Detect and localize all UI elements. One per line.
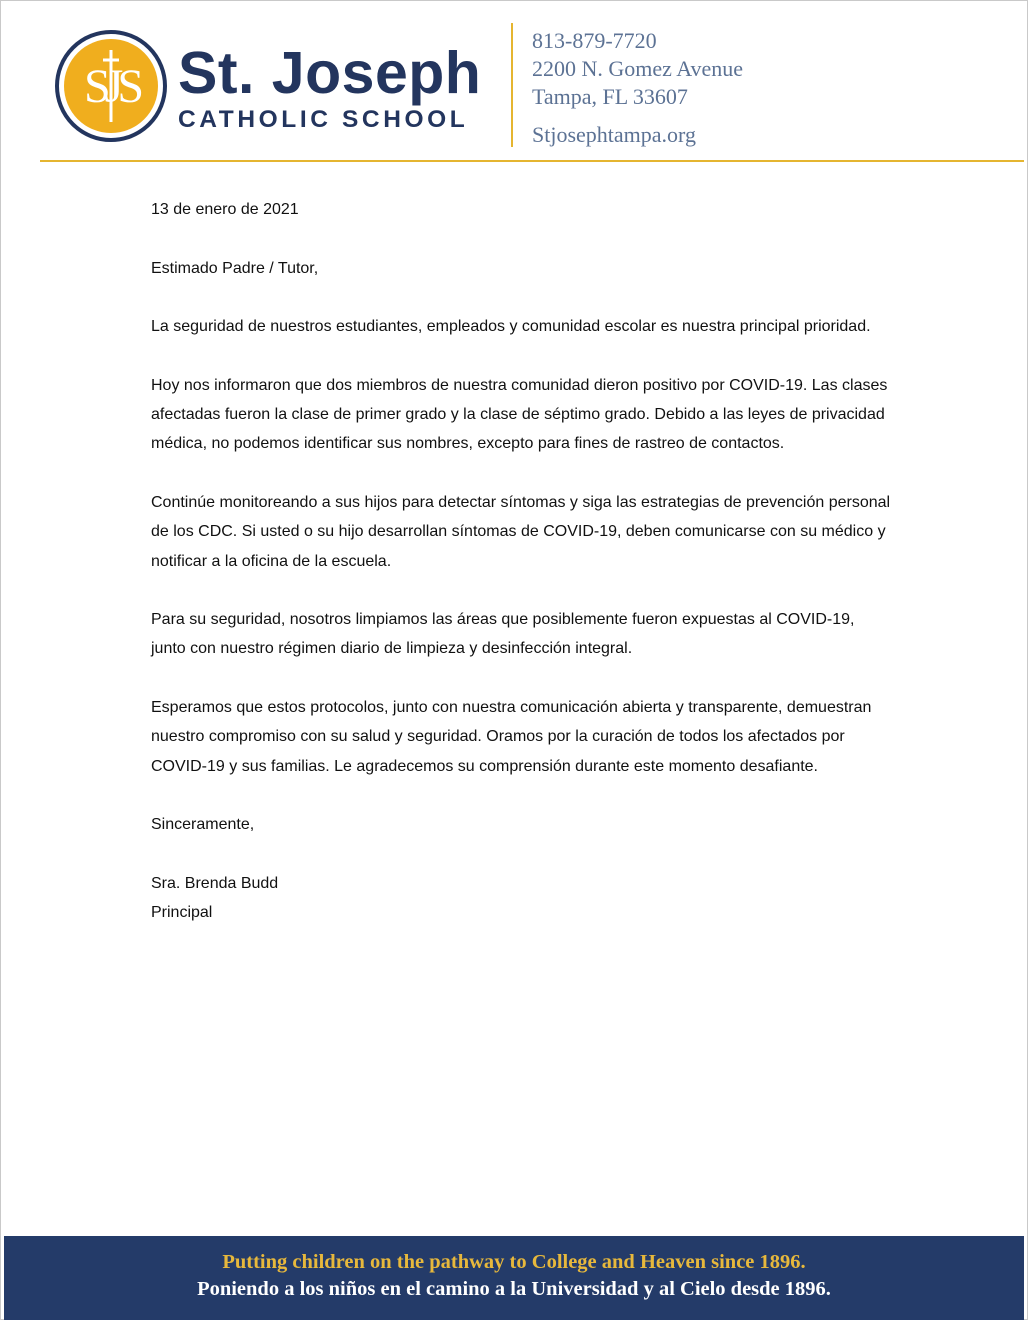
motto-english: Putting children on the pathway to College and Heaven since 1896.	[222, 1251, 806, 1273]
contact-block	[532, 27, 743, 149]
phone-number: 813-879-7720	[532, 28, 657, 53]
letter-body	[151, 195, 891, 927]
school-seal-logo	[55, 30, 167, 142]
paragraph: Continúe monitoreando a sus hijos para detectar síntomas y siga las estrategias de prevención personal de los CDC. Si usted o su hijo desarrollan síntomas de COVID-19, deben comunicarse con su médico y notificar a la oficina de la escuela.	[151, 493, 891, 570]
signer-name: Sra. Brenda Budd	[151, 874, 279, 892]
address-line-2: Tampa, FL 33607	[532, 84, 688, 109]
paragraph: Hoy nos informaron que dos miembros de nuestra comunidad dieron positivo por COVID-19. Las clases afectadas fueron la clase de primer grado y la clase de séptimo grado. Debido a las leyes de privacidad médica, no podemos identificar sus nombres, excepto para fines de rastreo de contactos.	[151, 376, 888, 453]
letterhead	[0, 0, 1028, 165]
header-divider	[511, 23, 513, 147]
letter-date: 13 de enero de 2021	[151, 201, 299, 218]
salutation: Estimado Padre / Tutor,	[151, 259, 319, 277]
school-name: St. Joseph	[178, 40, 482, 106]
motto-spanish: Poniendo a los niños en el camino a la Universidad y al Cielo desde 1896.	[197, 1278, 831, 1300]
paragraph: Para su seguridad, nosotros limpiamos las áreas que posiblemente fueron expuestas al COVID-19, junto con nuestro régimen diario de limpieza y desinfección integral.	[151, 611, 855, 658]
header-rule	[40, 160, 1024, 162]
address-line-1: 2200 N. Gomez Avenue	[532, 56, 743, 81]
website-link[interactable]: Stjosephtampa.org	[532, 122, 696, 147]
school-subtitle: CATHOLIC SCHOOL	[178, 106, 469, 133]
signer-title: Principal	[151, 904, 213, 922]
paragraph: La seguridad de nuestros estudiantes, empleados y comunidad escolar es nuestra principal prioridad.	[151, 318, 871, 336]
closing: Sinceramente,	[151, 816, 255, 834]
paragraph: Esperamos que estos protocolos, junto con nuestra comunicación abierta y transparente, demuestran nuestro compromiso con su salud y seguridad. Oramos por la curación de todos los afectados por COVID-19 y sus familias. Le agradecemos su comprensión durante este momento desafiante.	[151, 699, 872, 775]
logo-monogram: SJS	[83, 60, 139, 113]
footer-banner	[4, 1236, 1024, 1320]
